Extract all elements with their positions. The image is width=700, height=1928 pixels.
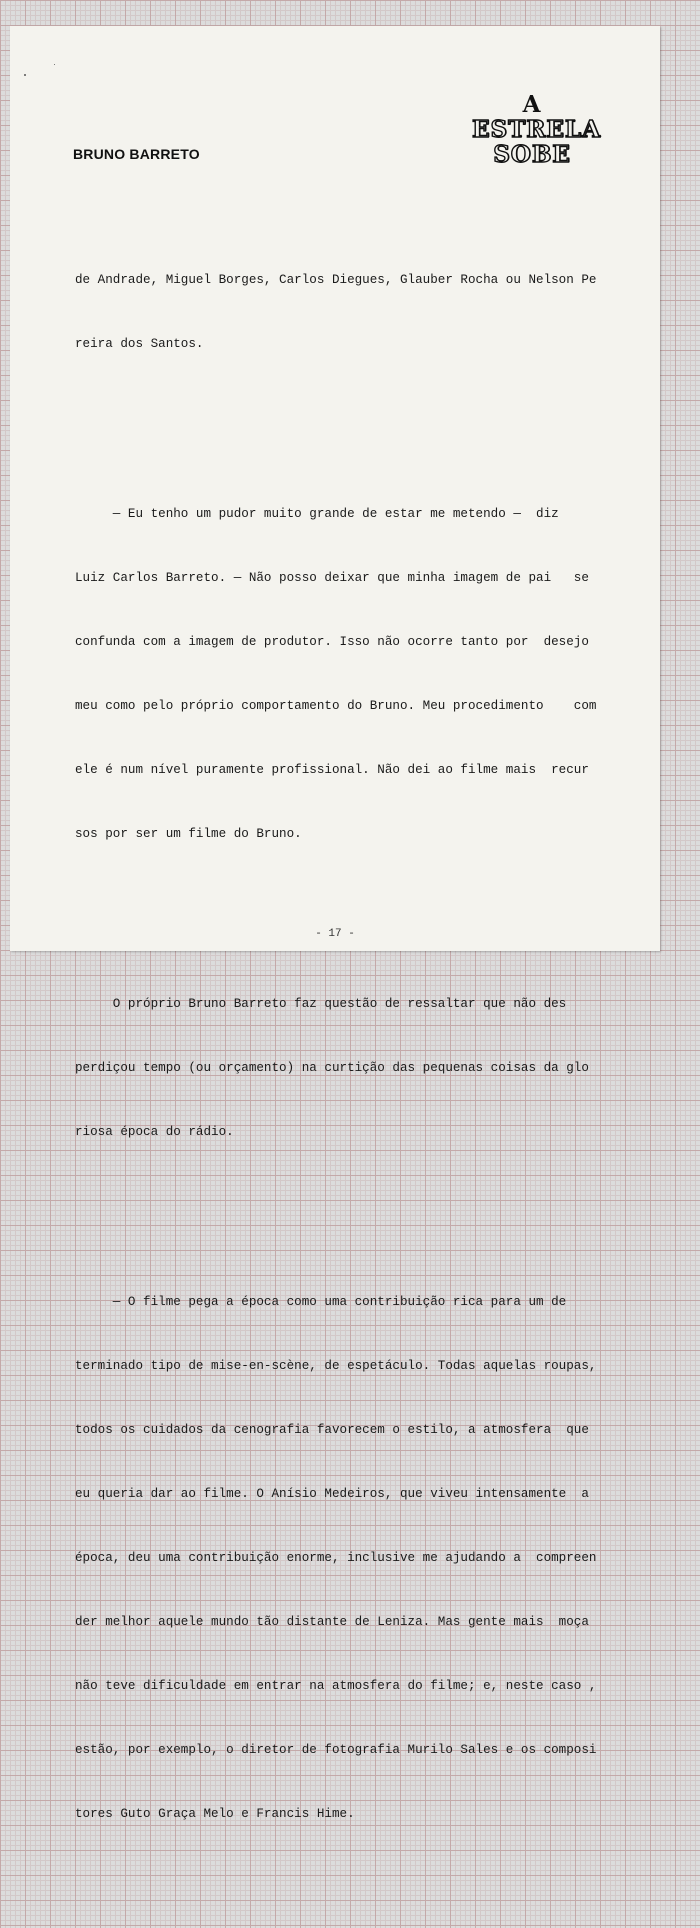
paragraph-2 bbox=[75, 462, 635, 888]
text-line: — O filme pega a época como uma contribuição rica para um de bbox=[75, 1295, 567, 1310]
text-line: reira dos Santos. bbox=[75, 337, 204, 352]
text-line: eu queria dar ao filme. O Anísio Medeiros, que viveu intensamente a bbox=[75, 1487, 589, 1502]
text-line: todos os cuidados da cenografia favorecem o estilo, a atmosfera que bbox=[75, 1423, 589, 1438]
text-line: ele é num nível puramente profissional. Não dei ao filme mais recur bbox=[75, 763, 589, 778]
section-header-name: BRUNO BARRETO bbox=[73, 146, 200, 162]
text-line: der melhor aquele mundo tão distante de Leniza. Mas gente mais moça bbox=[75, 1614, 589, 1629]
text-line: — Eu tenho um pudor muito grande de estar me metendo — diz bbox=[75, 507, 559, 522]
text-line: riosa época do rádio. bbox=[75, 1125, 234, 1140]
text-line: época, deu uma contribuição enorme, inclusive me ajudando a compreen bbox=[75, 1551, 597, 1565]
text-line: perdiçou tempo (ou orçamento) na curtição das pequenas coisas da glo bbox=[75, 1061, 589, 1076]
text-line: de Andrade, Miguel Borges, Carlos Diegues, Glauber Rocha ou Nelson Pe bbox=[75, 273, 597, 288]
body-text bbox=[75, 185, 635, 1928]
text-line: meu como pelo próprio comportamento do Bruno. Meu procedimento com bbox=[75, 699, 597, 714]
paper-speck bbox=[54, 64, 55, 65]
text-line: não teve dificuldade em entrar na atmosfera do filme; e, neste caso , bbox=[75, 1678, 597, 1693]
paragraph-4 bbox=[75, 1250, 635, 1868]
logo-line-2: ESTRELA bbox=[472, 116, 601, 143]
text-line: O próprio Bruno Barreto faz questão de ressaltar que não des bbox=[75, 997, 567, 1012]
text-line: Luiz Carlos Barreto. — Não posso deixar que minha imagem de pai se bbox=[75, 571, 589, 586]
paragraph-3 bbox=[75, 952, 635, 1186]
page-number: - 17 - bbox=[315, 928, 355, 940]
text-line: tores Guto Graça Melo e Francis Hime. bbox=[75, 1806, 355, 1821]
film-title-logo bbox=[472, 91, 601, 168]
text-line: confunda com a imagem de produtor. Isso não ocorre tanto por desejo bbox=[75, 635, 589, 650]
logo-line-1: A bbox=[522, 91, 542, 118]
paper-speck bbox=[24, 74, 26, 76]
text-line: terminado tipo de mise-en-scène, de espetáculo. Todas aquelas roupas, bbox=[75, 1359, 597, 1374]
text-line: sos por ser um filme do Bruno. bbox=[75, 826, 302, 841]
paragraph-1 bbox=[75, 228, 635, 398]
document-page bbox=[10, 26, 660, 1821]
text-line: estão, por exemplo, o diretor de fotografia Murilo Sales e os composi bbox=[75, 1742, 597, 1757]
logo-line-3: SOBE bbox=[493, 141, 571, 168]
